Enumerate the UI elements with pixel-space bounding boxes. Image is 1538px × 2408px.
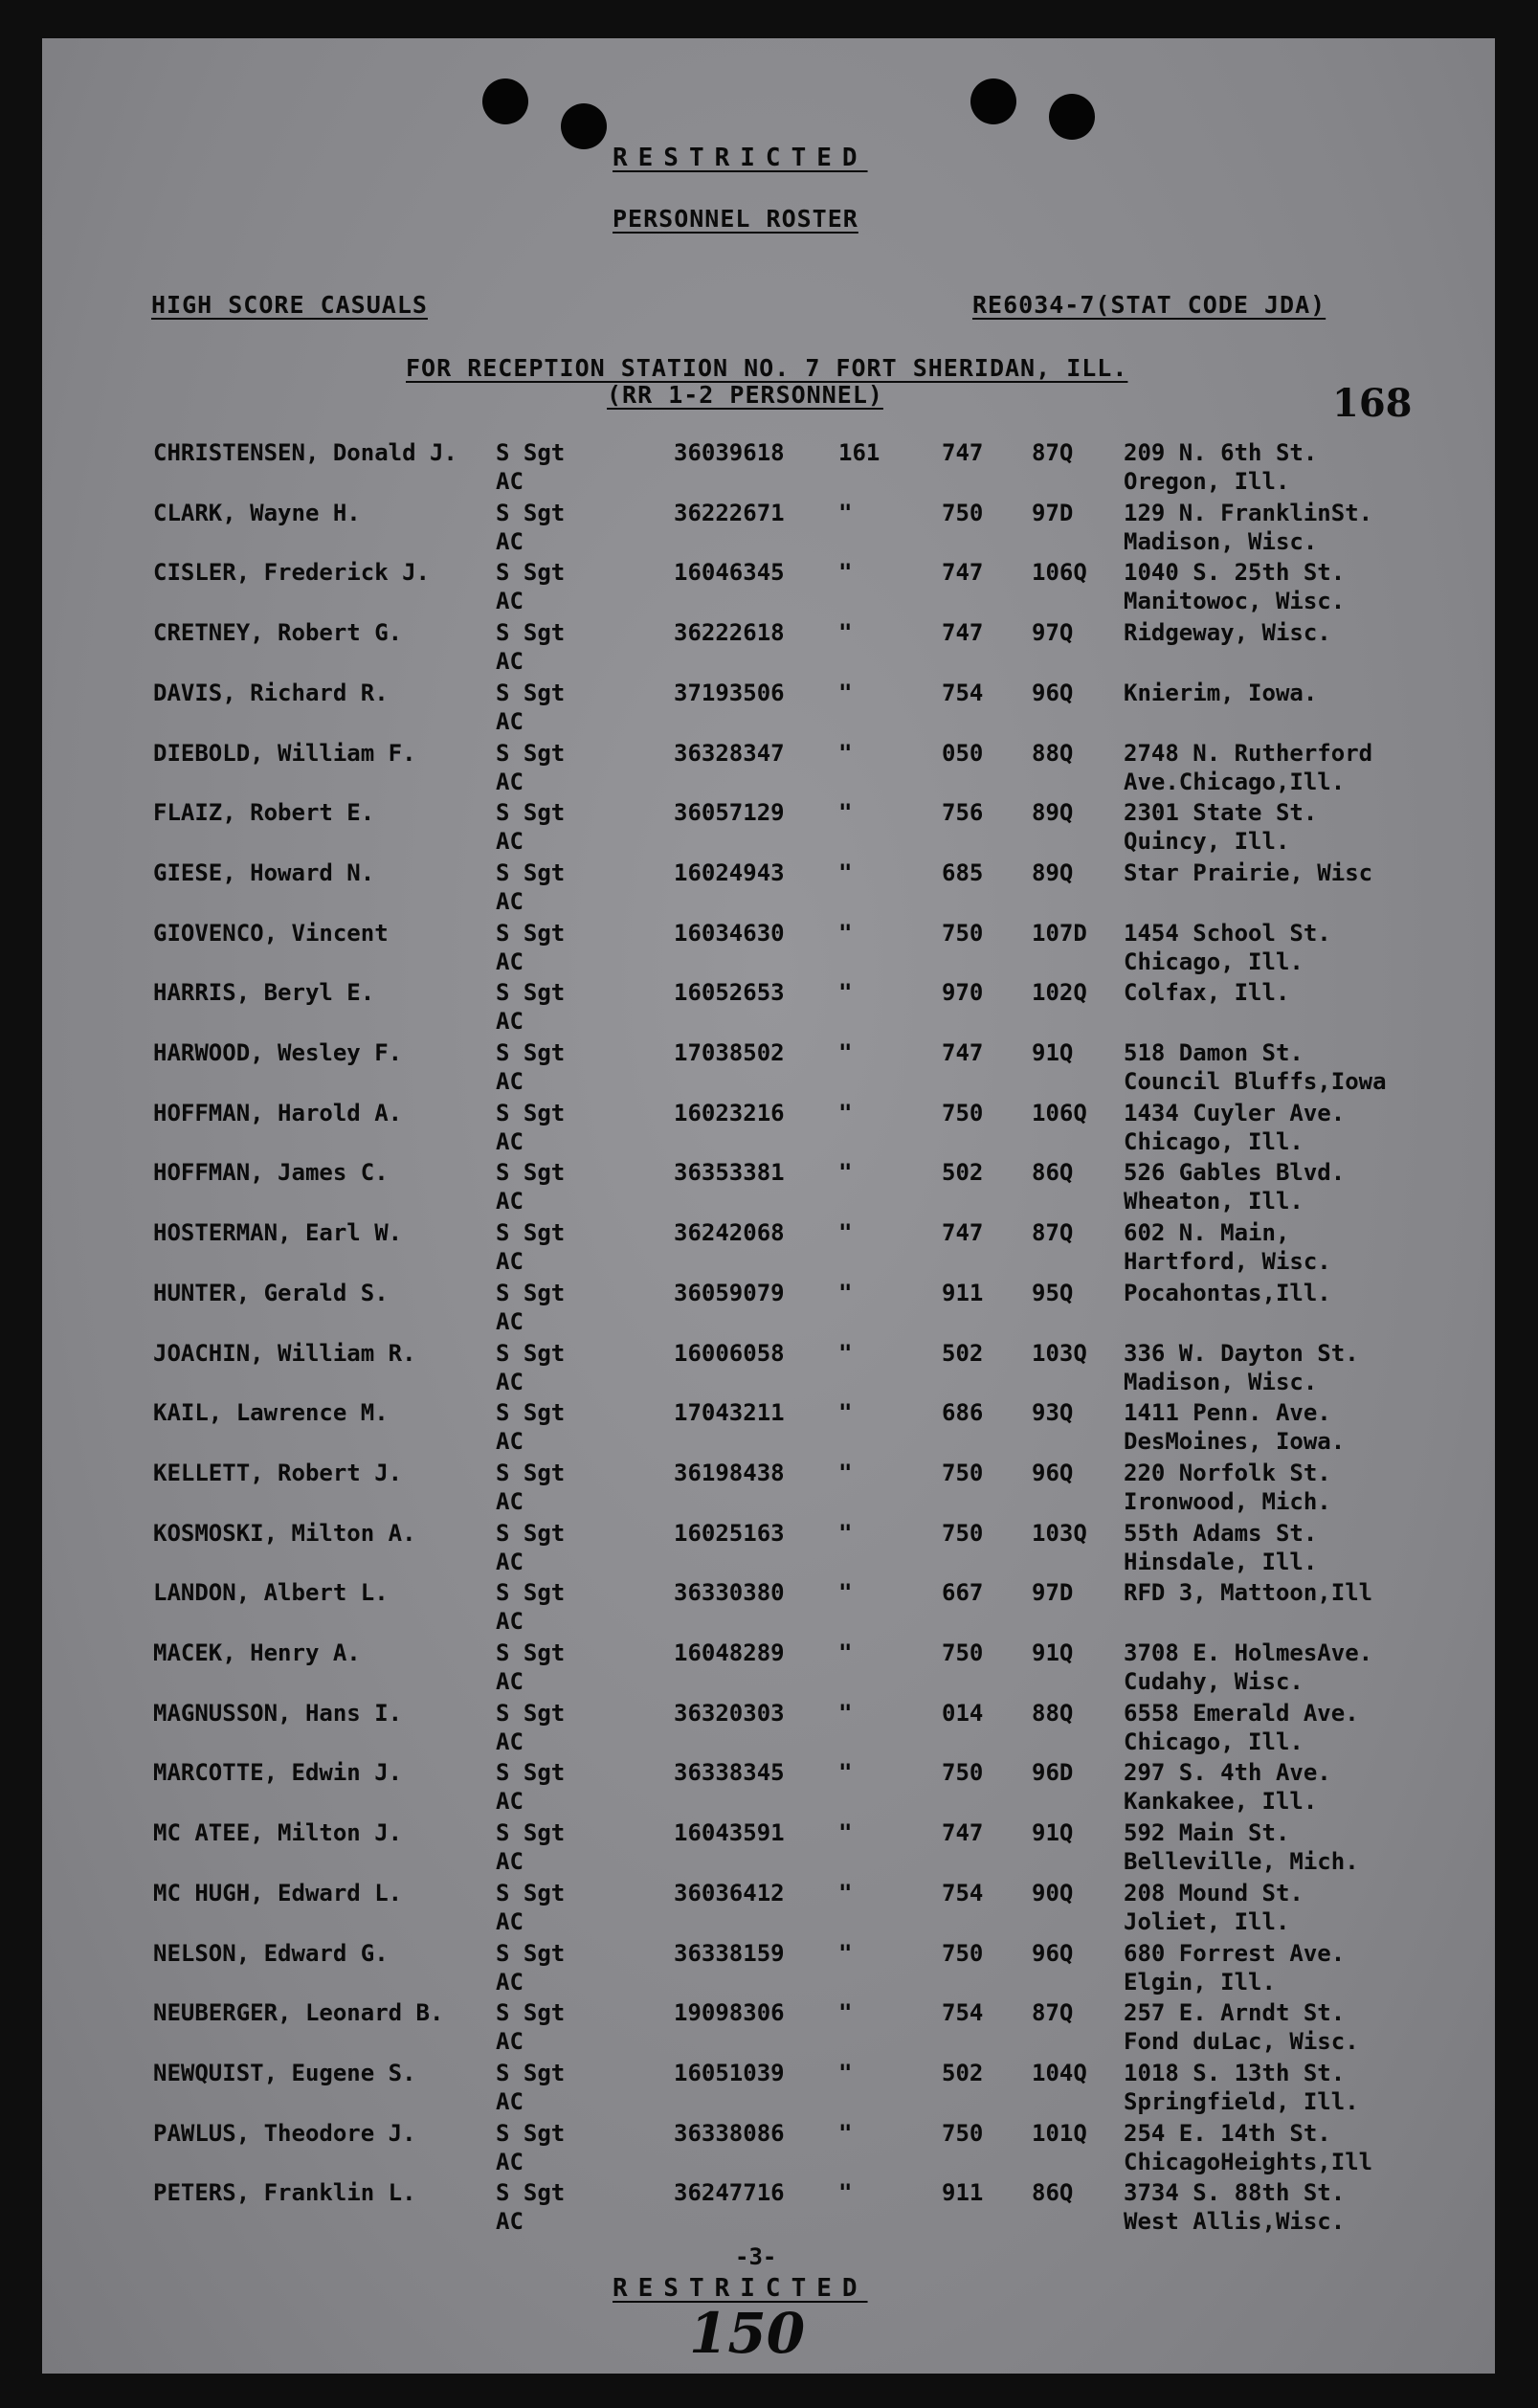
cell-serial: 36222618 xyxy=(674,619,785,647)
cell-col7: 95Q xyxy=(1032,1279,1074,1306)
cell-addr2: Chicago, Ill. xyxy=(1124,1728,1304,1755)
cell-branch: AC xyxy=(496,1608,524,1636)
cell-col5: " xyxy=(838,1639,853,1666)
cell-col7: 89Q xyxy=(1032,858,1074,886)
cell-col5: " xyxy=(838,679,853,706)
cell-addr1: Ridgeway, Wisc. xyxy=(1124,619,1331,647)
cell-col7: 91Q xyxy=(1032,1039,1074,1066)
cell-col5: " xyxy=(838,1039,853,1066)
cell-col7: 106Q xyxy=(1032,559,1087,587)
cell-col5: " xyxy=(838,799,853,827)
cell-col6: 750 xyxy=(942,1459,984,1486)
cell-col6: 747 xyxy=(942,1039,984,1066)
cell-serial: 17038502 xyxy=(674,1039,785,1066)
cell-col6: 911 xyxy=(942,1279,984,1306)
high-score-casuals-title: HIGH SCORE CASUALS xyxy=(151,291,428,319)
cell-branch: AC xyxy=(496,1848,524,1876)
cell-branch: AC xyxy=(496,2148,524,2175)
cell-col6: 750 xyxy=(942,1759,984,1787)
cell-serial: 16052653 xyxy=(674,979,785,1007)
cell-grade: S Sgt xyxy=(496,858,566,886)
cell-serial: 36338159 xyxy=(674,1939,785,1967)
cell-branch: AC xyxy=(496,1968,524,1996)
cell-serial: 36057129 xyxy=(674,799,785,827)
cell-addr2: Madison, Wisc. xyxy=(1124,527,1318,555)
cell-addr2: Hartford, Wisc. xyxy=(1124,1248,1331,1276)
roster-title: PERSONNEL ROSTER xyxy=(613,205,858,233)
cell-branch: AC xyxy=(496,948,524,975)
cell-col7: 103Q xyxy=(1032,1519,1087,1547)
cell-grade: S Sgt xyxy=(496,1219,566,1247)
cell-serial: 36320303 xyxy=(674,1699,785,1727)
cell-name: KELLETT, Robert J. xyxy=(153,1459,403,1486)
cell-col5: " xyxy=(838,1459,853,1486)
cell-col5: " xyxy=(838,1099,853,1126)
cell-addr2: Cudahy, Wisc. xyxy=(1124,1668,1304,1695)
cell-col7: 97D xyxy=(1032,499,1074,526)
cell-col7: 87Q xyxy=(1032,1219,1074,1247)
cell-grade: S Sgt xyxy=(496,2119,566,2147)
cell-addr2: ChicagoHeights,Ill xyxy=(1124,2148,1373,2175)
punch-hole xyxy=(970,78,1016,124)
cell-addr1: 1018 S. 13th St. xyxy=(1124,2059,1346,2086)
cell-addr1: 526 Gables Blvd. xyxy=(1124,1159,1346,1187)
cell-name: PETERS, Franklin L. xyxy=(153,2179,416,2207)
punch-hole xyxy=(561,103,607,149)
cell-serial: 36222671 xyxy=(674,499,785,526)
cell-addr1: 129 N. FranklinSt. xyxy=(1124,499,1373,526)
cell-serial: 36242068 xyxy=(674,1219,785,1247)
cell-col7: 97Q xyxy=(1032,619,1074,647)
cell-col6: 750 xyxy=(942,1639,984,1666)
cell-branch: AC xyxy=(496,1907,524,1935)
cell-addr1: 55th Adams St. xyxy=(1124,1519,1318,1547)
cell-branch: AC xyxy=(496,1248,524,1276)
cell-serial: 36338086 xyxy=(674,2119,785,2147)
cell-serial: 17043211 xyxy=(674,1399,785,1427)
cell-addr2: Hinsdale, Ill. xyxy=(1124,1548,1318,1575)
cell-addr2: Springfield, Ill. xyxy=(1124,2087,1359,2115)
cell-grade: S Sgt xyxy=(496,1639,566,1666)
cell-col6: 014 xyxy=(942,1699,984,1727)
cell-branch: AC xyxy=(496,707,524,735)
cell-addr1: Knierim, Iowa. xyxy=(1124,679,1318,706)
cell-col6: 750 xyxy=(942,1939,984,1967)
cell-grade: S Sgt xyxy=(496,919,566,947)
cell-col5: " xyxy=(838,1999,853,2027)
cell-name: GIOVENCO, Vincent xyxy=(153,919,389,947)
cell-name: HARWOOD, Wesley F. xyxy=(153,1039,403,1066)
page-number: 168 xyxy=(1332,381,1413,426)
cell-addr1: 254 E. 14th St. xyxy=(1124,2119,1331,2147)
cell-col5: " xyxy=(838,1339,853,1367)
cell-col6: 756 xyxy=(942,799,984,827)
cell-addr1: 2301 State St. xyxy=(1124,799,1318,827)
cell-addr1: 1411 Penn. Ave. xyxy=(1124,1399,1331,1427)
cell-col7: 107D xyxy=(1032,919,1087,947)
cell-col5: " xyxy=(838,1519,853,1547)
cell-serial: 16006058 xyxy=(674,1339,785,1367)
cell-col7: 87Q xyxy=(1032,1999,1074,2027)
cell-addr1: 257 E. Arndt St. xyxy=(1124,1999,1346,2027)
cell-addr2: Joliet, Ill. xyxy=(1124,1907,1290,1935)
cell-addr1: 336 W. Dayton St. xyxy=(1124,1339,1359,1367)
roster-page xyxy=(42,38,1495,2374)
cell-branch: AC xyxy=(496,1788,524,1816)
cell-col6: 502 xyxy=(942,1159,984,1187)
cell-addr2: Belleville, Mich. xyxy=(1124,1848,1359,1876)
cell-addr2: DesMoines, Iowa. xyxy=(1124,1428,1346,1456)
cell-col6: 747 xyxy=(942,1819,984,1847)
cell-grade: S Sgt xyxy=(496,799,566,827)
cell-addr2: Wheaton, Ill. xyxy=(1124,1188,1304,1215)
cell-name: NEUBERGER, Leonard B. xyxy=(153,1999,444,2027)
cell-branch: AC xyxy=(496,588,524,615)
cell-name: KOSMOSKI, Milton A. xyxy=(153,1519,416,1547)
cell-branch: AC xyxy=(496,768,524,795)
cell-col6: 747 xyxy=(942,559,984,587)
cell-col7: 104Q xyxy=(1032,2059,1087,2086)
cell-branch: AC xyxy=(496,1368,524,1395)
cell-serial: 36059079 xyxy=(674,1279,785,1306)
destination-line: FOR RECEPTION STATION NO. 7 FORT SHERIDAN, ILL. xyxy=(406,354,1128,382)
cell-serial: 36036412 xyxy=(674,1879,785,1906)
cell-col7: 91Q xyxy=(1032,1639,1074,1666)
cell-name: FLAIZ, Robert E. xyxy=(153,799,375,827)
cell-name: KAIL, Lawrence M. xyxy=(153,1399,389,1427)
cell-branch: AC xyxy=(496,527,524,555)
cell-addr1: 2748 N. Rutherford xyxy=(1124,739,1373,767)
cell-grade: S Sgt xyxy=(496,1159,566,1187)
cell-addr2: Madison, Wisc. xyxy=(1124,1368,1318,1395)
cell-addr1: 6558 Emerald Ave. xyxy=(1124,1699,1359,1727)
cell-col5: " xyxy=(838,979,853,1007)
cell-name: LANDON, Albert L. xyxy=(153,1579,389,1607)
cell-serial: 16048289 xyxy=(674,1639,785,1666)
cell-grade: S Sgt xyxy=(496,1039,566,1066)
cell-col5: 161 xyxy=(838,439,880,466)
cell-name: CHRISTENSEN, Donald J. xyxy=(153,439,457,466)
restricted-footer: RESTRICTED xyxy=(613,2274,868,2303)
cell-col5: " xyxy=(838,919,853,947)
cell-col7: 89Q xyxy=(1032,799,1074,827)
cell-name: CRETNEY, Robert G. xyxy=(153,619,403,647)
cell-col5: " xyxy=(838,1279,853,1306)
cell-addr1: 3708 E. HolmesAve. xyxy=(1124,1639,1373,1666)
cell-serial: 16046345 xyxy=(674,559,785,587)
cell-name: HOFFMAN, James C. xyxy=(153,1159,389,1187)
cell-name: CISLER, Frederick J. xyxy=(153,559,430,587)
cell-name: HARRIS, Beryl E. xyxy=(153,979,375,1007)
cell-col5: " xyxy=(838,1399,853,1427)
cell-serial: 16043591 xyxy=(674,1819,785,1847)
cell-col6: 750 xyxy=(942,1519,984,1547)
cell-grade: S Sgt xyxy=(496,739,566,767)
cell-branch: AC xyxy=(496,1487,524,1515)
cell-name: MC ATEE, Milton J. xyxy=(153,1819,403,1847)
cell-col7: 91Q xyxy=(1032,1819,1074,1847)
cell-addr1: 680 Forrest Ave. xyxy=(1124,1939,1346,1967)
cell-serial: 36039618 xyxy=(674,439,785,466)
cell-addr1: 592 Main St. xyxy=(1124,1819,1290,1847)
cell-grade: S Sgt xyxy=(496,1759,566,1787)
cell-col5: " xyxy=(838,2119,853,2147)
cell-serial: 36330380 xyxy=(674,1579,785,1607)
cell-serial: 36328347 xyxy=(674,739,785,767)
cell-branch: AC xyxy=(496,1428,524,1456)
cell-branch: AC xyxy=(496,468,524,495)
cell-col6: 747 xyxy=(942,439,984,466)
cell-grade: S Sgt xyxy=(496,1939,566,1967)
cell-col7: 93Q xyxy=(1032,1399,1074,1427)
cell-col5: " xyxy=(838,1699,853,1727)
cell-name: GIESE, Howard N. xyxy=(153,858,375,886)
cell-name: DIEBOLD, William F. xyxy=(153,739,416,767)
cell-addr2: West Allis,Wisc. xyxy=(1124,2208,1346,2236)
cell-serial: 16034630 xyxy=(674,919,785,947)
cell-grade: S Sgt xyxy=(496,2059,566,2086)
cell-col6: 750 xyxy=(942,499,984,526)
cell-col6: 911 xyxy=(942,2179,984,2207)
cell-col6: 750 xyxy=(942,1099,984,1126)
cell-addr1: 3734 S. 88th St. xyxy=(1124,2179,1346,2207)
cell-serial: 36338345 xyxy=(674,1759,785,1787)
cell-addr2: Chicago, Ill. xyxy=(1124,948,1304,975)
cell-addr2: Manitowoc, Wisc. xyxy=(1124,588,1346,615)
cell-col5: " xyxy=(838,1159,853,1187)
cell-grade: S Sgt xyxy=(496,1699,566,1727)
cell-grade: S Sgt xyxy=(496,1519,566,1547)
cell-grade: S Sgt xyxy=(496,1579,566,1607)
cell-grade: S Sgt xyxy=(496,1339,566,1367)
cell-branch: AC xyxy=(496,2087,524,2115)
cell-col5: " xyxy=(838,2059,853,2086)
cell-col6: 667 xyxy=(942,1579,984,1607)
cell-col5: " xyxy=(838,619,853,647)
cell-col5: " xyxy=(838,1819,853,1847)
cell-col7: 96Q xyxy=(1032,679,1074,706)
cell-col7: 96Q xyxy=(1032,1459,1074,1486)
cell-branch: AC xyxy=(496,2208,524,2236)
cell-name: DAVIS, Richard R. xyxy=(153,679,389,706)
cell-serial: 16024943 xyxy=(674,858,785,886)
cell-col7: 101Q xyxy=(1032,2119,1087,2147)
cell-col6: 754 xyxy=(942,1879,984,1906)
cell-grade: S Sgt xyxy=(496,1279,566,1306)
cell-serial: 36198438 xyxy=(674,1459,785,1486)
cell-name: CLARK, Wayne H. xyxy=(153,499,361,526)
cell-name: NELSON, Edward G. xyxy=(153,1939,389,1967)
cell-col6: 686 xyxy=(942,1399,984,1427)
cell-col6: 502 xyxy=(942,2059,984,2086)
cell-grade: S Sgt xyxy=(496,979,566,1007)
cell-branch: AC xyxy=(496,2028,524,2056)
cell-col7: 86Q xyxy=(1032,1159,1074,1187)
stat-code: RE6034-7(STAT CODE JDA) xyxy=(972,291,1326,319)
cell-branch: AC xyxy=(496,828,524,856)
cell-addr2: Chicago, Ill. xyxy=(1124,1127,1304,1155)
cell-serial: 16023216 xyxy=(674,1099,785,1126)
cell-col6: 970 xyxy=(942,979,984,1007)
cell-grade: S Sgt xyxy=(496,1819,566,1847)
cell-grade: S Sgt xyxy=(496,1999,566,2027)
cell-addr2: Ave.Chicago,Ill. xyxy=(1124,768,1346,795)
cell-col5: " xyxy=(838,1939,853,1967)
cell-addr1: Star Prairie, Wisc xyxy=(1124,858,1373,886)
cell-addr1: 209 N. 6th St. xyxy=(1124,439,1318,466)
cell-col5: " xyxy=(838,559,853,587)
cell-col7: 88Q xyxy=(1032,739,1074,767)
cell-branch: AC xyxy=(496,887,524,915)
cell-grade: S Sgt xyxy=(496,439,566,466)
cell-grade: S Sgt xyxy=(496,1879,566,1906)
cell-col6: 754 xyxy=(942,679,984,706)
cell-col5: " xyxy=(838,1579,853,1607)
cell-col5: " xyxy=(838,1879,853,1906)
cell-serial: 19098306 xyxy=(674,1999,785,2027)
cell-col5: " xyxy=(838,2179,853,2207)
cell-branch: AC xyxy=(496,648,524,676)
cell-grade: S Sgt xyxy=(496,1399,566,1427)
cell-grade: S Sgt xyxy=(496,619,566,647)
punch-hole xyxy=(1049,94,1095,140)
cell-branch: AC xyxy=(496,1127,524,1155)
cell-addr2: Quincy, Ill. xyxy=(1124,828,1290,856)
cell-col7: 88Q xyxy=(1032,1699,1074,1727)
cell-col6: 685 xyxy=(942,858,984,886)
cell-addr1: 297 S. 4th Ave. xyxy=(1124,1759,1331,1787)
cell-name: HOSTERMAN, Earl W. xyxy=(153,1219,403,1247)
personnel-subtitle: (RR 1-2 PERSONNEL) xyxy=(607,381,883,409)
restricted-header: RESTRICTED xyxy=(613,144,868,172)
cell-name: NEWQUIST, Eugene S. xyxy=(153,2059,416,2086)
cell-name: MACEK, Henry A. xyxy=(153,1639,361,1666)
cell-addr1: 1434 Cuyler Ave. xyxy=(1124,1099,1346,1126)
cell-col7: 102Q xyxy=(1032,979,1087,1007)
punch-hole xyxy=(482,78,528,124)
cell-name: MAGNUSSON, Hans I. xyxy=(153,1699,403,1727)
cell-branch: AC xyxy=(496,1668,524,1695)
cell-addr1: 1454 School St. xyxy=(1124,919,1331,947)
cell-name: MC HUGH, Edward L. xyxy=(153,1879,403,1906)
cell-col6: 502 xyxy=(942,1339,984,1367)
cell-col6: 747 xyxy=(942,619,984,647)
cell-addr2: Fond duLac, Wisc. xyxy=(1124,2028,1359,2056)
cell-col7: 90Q xyxy=(1032,1879,1074,1906)
cell-col7: 96D xyxy=(1032,1759,1074,1787)
cell-addr1: RFD 3, Mattoon,Ill xyxy=(1124,1579,1373,1607)
cell-addr1: 518 Damon St. xyxy=(1124,1039,1304,1066)
cell-addr2: Oregon, Ill. xyxy=(1124,468,1290,495)
cell-col5: " xyxy=(838,739,853,767)
cell-col7: 86Q xyxy=(1032,2179,1074,2207)
cell-serial: 16025163 xyxy=(674,1519,785,1547)
cell-grade: S Sgt xyxy=(496,1099,566,1126)
cell-addr1: 208 Mound St. xyxy=(1124,1879,1304,1906)
cell-addr2: Ironwood, Mich. xyxy=(1124,1487,1331,1515)
cell-col5: " xyxy=(838,858,853,886)
cell-grade: S Sgt xyxy=(496,1459,566,1486)
handwritten-number: 150 xyxy=(689,2301,806,2366)
cell-name: JOACHIN, William R. xyxy=(153,1339,416,1367)
cell-addr1: Colfax, Ill. xyxy=(1124,979,1290,1007)
cell-grade: S Sgt xyxy=(496,2179,566,2207)
cell-grade: S Sgt xyxy=(496,499,566,526)
cell-addr2: Kankakee, Ill. xyxy=(1124,1788,1318,1816)
cell-col6: 750 xyxy=(942,2119,984,2147)
cell-addr1: Pocahontas,Ill. xyxy=(1124,1279,1331,1306)
cell-addr1: 220 Norfolk St. xyxy=(1124,1459,1331,1486)
cell-addr2: Elgin, Ill. xyxy=(1124,1968,1276,1996)
cell-branch: AC xyxy=(496,1728,524,1755)
cell-grade: S Sgt xyxy=(496,559,566,587)
cell-serial: 16051039 xyxy=(674,2059,785,2086)
cell-col6: 750 xyxy=(942,919,984,947)
cell-grade: S Sgt xyxy=(496,679,566,706)
cell-col7: 106Q xyxy=(1032,1099,1087,1126)
cell-branch: AC xyxy=(496,1307,524,1335)
page-marker: -3- xyxy=(735,2243,777,2270)
cell-name: PAWLUS, Theodore J. xyxy=(153,2119,416,2147)
cell-branch: AC xyxy=(496,1188,524,1215)
cell-name: HOFFMAN, Harold A. xyxy=(153,1099,403,1126)
cell-col7: 103Q xyxy=(1032,1339,1087,1367)
cell-branch: AC xyxy=(496,1008,524,1036)
cell-serial: 36247716 xyxy=(674,2179,785,2207)
cell-addr1: 602 N. Main, xyxy=(1124,1219,1290,1247)
cell-name: HUNTER, Gerald S. xyxy=(153,1279,389,1306)
cell-serial: 37193506 xyxy=(674,679,785,706)
cell-name: MARCOTTE, Edwin J. xyxy=(153,1759,403,1787)
cell-col5: " xyxy=(838,1759,853,1787)
cell-col6: 050 xyxy=(942,739,984,767)
cell-branch: AC xyxy=(496,1068,524,1095)
cell-col7: 87Q xyxy=(1032,439,1074,466)
cell-col6: 754 xyxy=(942,1999,984,2027)
cell-addr1: 1040 S. 25th St. xyxy=(1124,559,1346,587)
cell-col6: 747 xyxy=(942,1219,984,1247)
cell-col5: " xyxy=(838,1219,853,1247)
cell-addr2: Council Bluffs,Iowa xyxy=(1124,1068,1387,1095)
cell-col7: 96Q xyxy=(1032,1939,1074,1967)
cell-serial: 36353381 xyxy=(674,1159,785,1187)
cell-col5: " xyxy=(838,499,853,526)
cell-branch: AC xyxy=(496,1548,524,1575)
cell-col7: 97D xyxy=(1032,1579,1074,1607)
